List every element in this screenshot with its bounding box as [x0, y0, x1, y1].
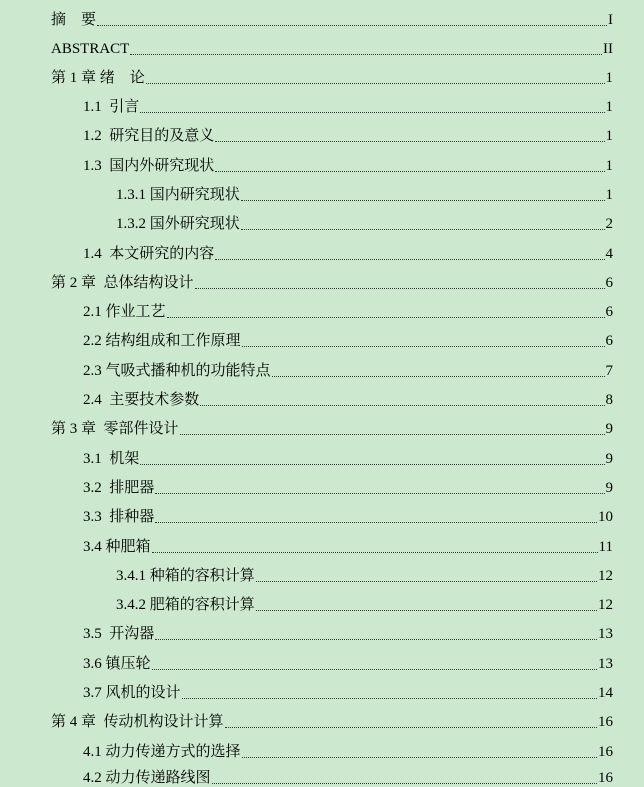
toc-entry-label: 3.6 镇压轮: [83, 656, 151, 672]
toc-entry[interactable]: [0, 614, 644, 643]
toc-page-number: 6: [605, 304, 613, 320]
toc-page-number: 8: [605, 392, 613, 408]
toc-entry-label: 2.4 主要技术参数: [83, 392, 200, 408]
toc-dot-leader: [200, 405, 604, 406]
toc-page-number: 12: [598, 597, 613, 613]
toc-entry[interactable]: [0, 409, 644, 438]
toc-page-number: 16: [598, 744, 613, 760]
toc-dot-leader: [242, 346, 605, 347]
toc-dot-leader: [180, 434, 605, 435]
toc-entry[interactable]: [0, 527, 644, 556]
toc-dot-leader: [195, 288, 605, 289]
toc-page-number: 1: [605, 158, 613, 174]
toc-page-number: 14: [598, 685, 613, 701]
toc-entry-label: 1.2 研究目的及意义: [83, 128, 215, 144]
toc-dot-leader: [182, 698, 597, 699]
toc-entry[interactable]: [0, 87, 644, 116]
toc-dot-leader: [97, 25, 607, 26]
toc-entry-label: 1.3 国内外研究现状: [83, 158, 215, 174]
toc-dot-leader: [272, 376, 605, 377]
toc-entry[interactable]: [0, 0, 644, 29]
toc-entry-label: 3.4.2 肥箱的容积计算: [116, 597, 255, 613]
toc-entry[interactable]: [0, 234, 644, 263]
toc-page-number: 13: [598, 626, 613, 642]
toc-entry[interactable]: [0, 468, 644, 497]
toc-entry-label: 第 3 章 零部件设计: [51, 421, 179, 437]
toc-entry-label: 3.5 开沟器: [83, 626, 155, 642]
toc-entry-label: 2.3 气吸式播种机的功能特点: [83, 363, 271, 379]
toc-entry-label: 第 1 章 绪 论: [51, 70, 145, 86]
toc-page-number: 10: [598, 509, 613, 525]
toc-page-number: 16: [598, 714, 613, 730]
toc-entry-label: 3.7 风机的设计: [83, 685, 181, 701]
toc-entry[interactable]: [0, 585, 644, 614]
toc-page-number: II: [603, 41, 613, 57]
toc-entry-label: 4.2 动力传递路线图: [83, 770, 211, 786]
toc-entry-label: 3.4.1 种箱的容积计算: [116, 568, 255, 584]
toc-entry[interactable]: [0, 673, 644, 702]
toc-page-number: 7: [605, 363, 613, 379]
toc-dot-leader: [241, 200, 605, 201]
toc-dot-leader: [152, 552, 598, 553]
toc-dot-leader: [146, 83, 605, 84]
toc-entry-label: 第 4 章 传动机构设计计算: [51, 714, 224, 730]
toc-dot-leader: [225, 727, 597, 728]
toc-dot-leader: [215, 171, 604, 172]
toc-entry-label: 2.1 作业工艺: [83, 304, 166, 320]
toc-dot-leader: [155, 639, 597, 640]
toc-entry[interactable]: [0, 351, 644, 380]
toc-entry[interactable]: [0, 380, 644, 409]
toc-entry-label: 3.1 机架: [83, 451, 140, 467]
toc-page-number: 9: [605, 421, 613, 437]
toc-entry-label: 第 2 章 总体结构设计: [51, 275, 194, 291]
toc-entry[interactable]: [0, 321, 644, 350]
toc-entry-label: 1.3.1 国内研究现状: [116, 187, 240, 203]
toc-page-number: 12: [598, 568, 613, 584]
toc-entry[interactable]: [0, 175, 644, 204]
toc-page-number: I: [608, 12, 613, 28]
toc-entry[interactable]: [0, 439, 644, 468]
toc-entry[interactable]: [0, 116, 644, 145]
toc-dot-leader: [155, 522, 597, 523]
toc-page-number: 1: [605, 187, 613, 203]
toc-page-number: 2: [605, 216, 613, 232]
toc-dot-leader: [215, 141, 604, 142]
toc-entry-label: 3.2 排肥器: [83, 480, 155, 496]
toc-entry[interactable]: [0, 732, 644, 761]
toc-entry[interactable]: [0, 146, 644, 175]
toc-page-number: 9: [605, 480, 613, 496]
toc-dot-leader: [152, 669, 597, 670]
toc-entry-label: 3.3 排种器: [83, 509, 155, 525]
toc-dot-leader: [256, 610, 597, 611]
toc-dot-leader: [167, 317, 605, 318]
toc-dot-leader: [215, 259, 604, 260]
toc-page-number: 11: [598, 539, 613, 555]
toc-dot-leader: [155, 493, 604, 494]
toc-page-number: 9: [605, 451, 613, 467]
toc-dot-leader: [140, 464, 604, 465]
toc-entry[interactable]: [0, 58, 644, 87]
toc-entry[interactable]: [0, 758, 644, 787]
toc-entry[interactable]: [0, 292, 644, 321]
toc-entry-label: 1.3.2 国外研究现状: [116, 216, 240, 232]
toc-dot-leader: [256, 581, 597, 582]
toc-entry[interactable]: [0, 29, 644, 58]
toc-page-number: 1: [605, 70, 613, 86]
toc-entry-label: 摘 要: [51, 12, 97, 28]
toc-entry-label: 1.1 引言: [83, 99, 140, 115]
toc-dot-leader: [140, 112, 604, 113]
toc-entry[interactable]: [0, 702, 644, 731]
toc-page-number: 13: [598, 656, 613, 672]
toc-page-number: 6: [605, 275, 613, 291]
toc-page-number: 6: [605, 333, 613, 349]
toc-entry-label: 1.4 本文研究的内容: [83, 246, 215, 262]
toc-entry[interactable]: [0, 556, 644, 585]
toc-dot-leader: [130, 54, 602, 55]
toc-entry-label: ABSTRACT: [51, 41, 130, 57]
toc-dot-leader: [212, 783, 597, 784]
toc-entry-label: 2.2 结构组成和工作原理: [83, 333, 241, 349]
toc-entry-label: 3.4 种肥箱: [83, 539, 151, 555]
toc-page-number: 1: [605, 99, 613, 115]
toc-dot-leader: [241, 229, 605, 230]
toc-page-number: 4: [605, 246, 613, 262]
toc-entry-label: 4.1 动力传递方式的选择: [83, 744, 241, 760]
toc-entry[interactable]: [0, 644, 644, 673]
toc-entry[interactable]: [0, 497, 644, 526]
toc-page-number: 1: [605, 128, 613, 144]
toc-page-number: 16: [598, 770, 613, 786]
toc-entry[interactable]: [0, 263, 644, 292]
toc-entry[interactable]: [0, 204, 644, 233]
